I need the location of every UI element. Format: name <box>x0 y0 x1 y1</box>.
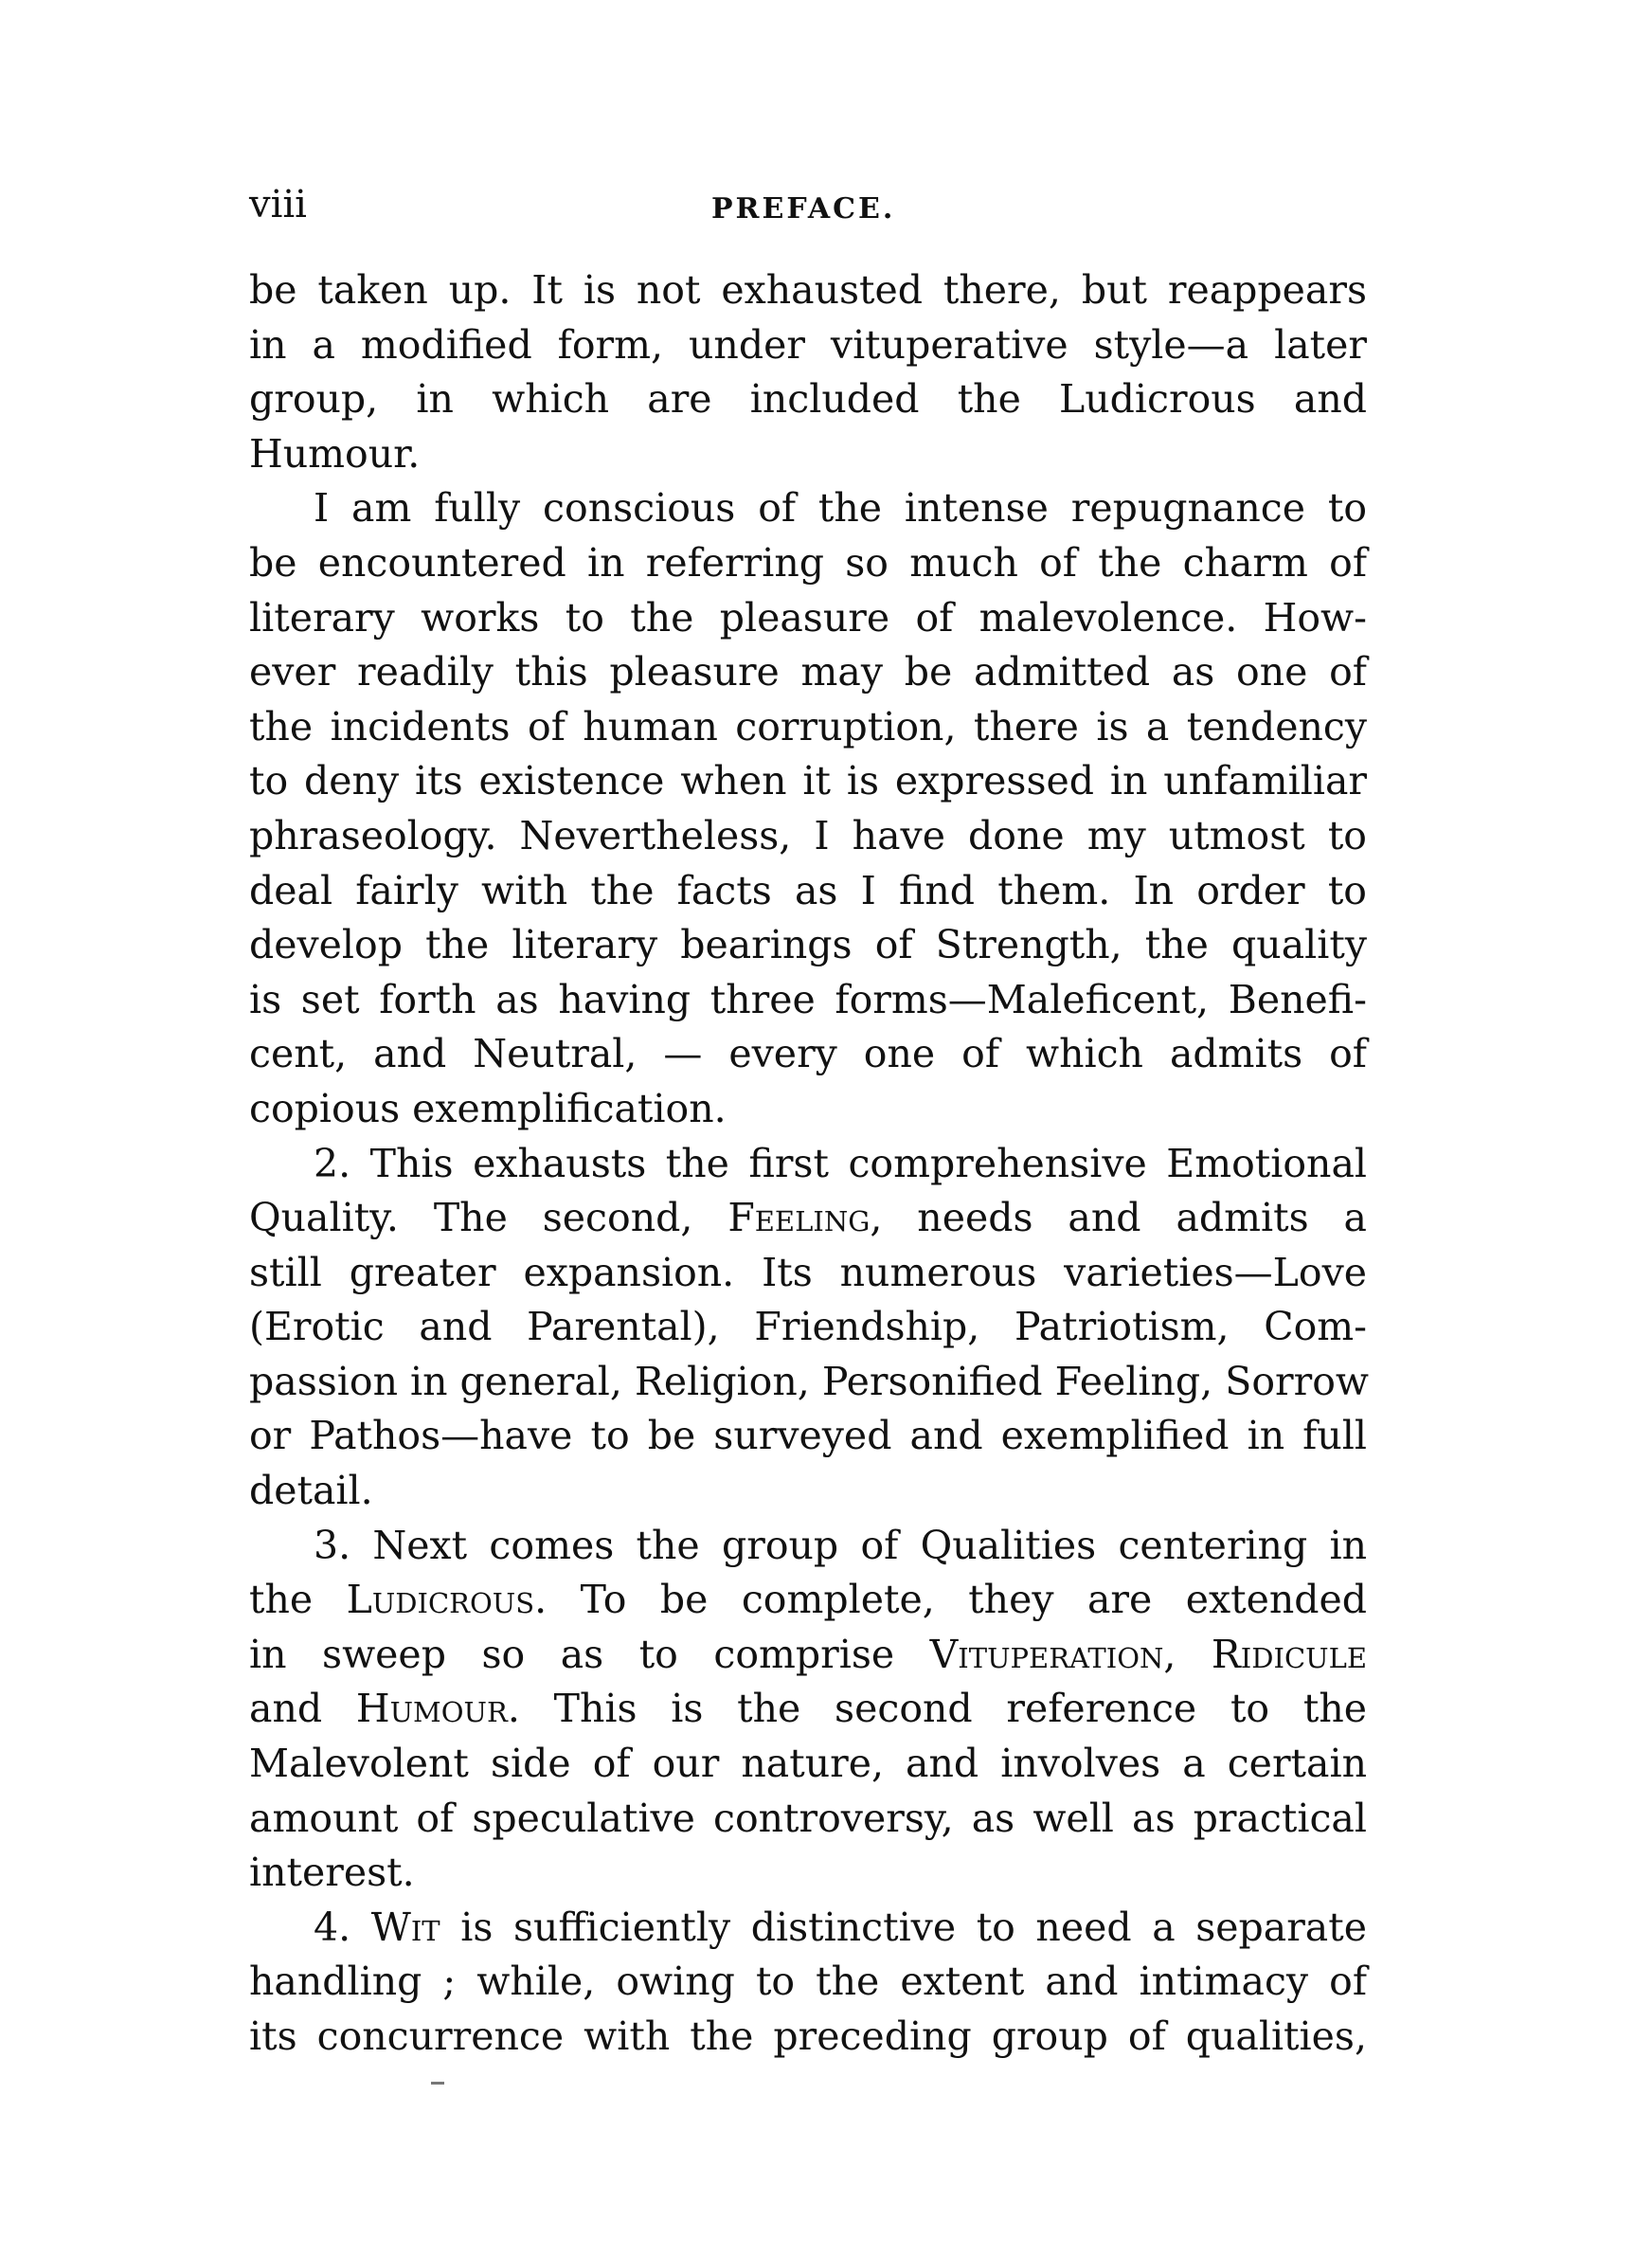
text-line <box>249 1846 1367 1901</box>
text-line: deal fairly with the facts as I find them. In order to <box>249 867 1367 913</box>
text-line <box>249 1628 1367 1683</box>
line-text: detail. <box>249 1468 373 1514</box>
small-caps-term: Humour <box>355 1686 508 1732</box>
running-title: PREFACE. <box>711 192 896 226</box>
line-text: or Pathos—have to be surveyed and exemplified in full <box>249 1413 1367 1459</box>
text-line: phraseology. Nevertheless, I have done my utmost to <box>249 812 1367 858</box>
small-caps-term: Feeling <box>727 1195 871 1241</box>
line-text: is sufficiently distinctive to need a separate <box>440 1904 1367 1950</box>
text-line: I am fully conscious of the intense repugnance to <box>314 485 1367 532</box>
text-line <box>249 1901 1367 1956</box>
line-text: in sweep so as to comprise <box>249 1631 930 1677</box>
text-line: be encountered in referring so much of the charm of <box>249 539 1367 586</box>
print-mark <box>431 2082 444 2085</box>
text-line: literary works to the pleasure of malevolence. How- <box>249 594 1367 641</box>
text-line <box>249 1300 1367 1355</box>
line-text: (Erotic and Parental), Friendship, Patriotism, Com- <box>249 1304 1367 1350</box>
line-text: its concurrence with the preceding group of qualities, <box>249 2013 1367 2059</box>
line-text: passion in general, Religion, Personified Feeling, Sorrow <box>249 1358 1369 1404</box>
line-text: 2. This exhausts the first comprehensive Emotional <box>314 1140 1367 1186</box>
line-text: , <box>1163 1631 1212 1677</box>
text-line <box>249 1191 1367 1246</box>
text-line <box>249 1682 1367 1737</box>
text-line: copious exemplification. <box>249 1085 727 1131</box>
line-text: . To be complete, they are extended <box>534 1577 1368 1623</box>
text-line <box>249 1464 1367 1519</box>
text-line: develop the literary bearings of Strength, the quality <box>249 922 1367 968</box>
text-line <box>249 1355 1367 1410</box>
text-line <box>249 1737 1367 1792</box>
small-caps-term: Ridicule <box>1211 1631 1367 1677</box>
text-line: be taken up. It is not exhausted there, but reappears <box>249 267 1367 313</box>
text-line: in a modified form, under vituperative style—a later <box>249 321 1367 368</box>
line-text: , needs and admits a <box>870 1195 1367 1241</box>
text-line <box>249 1792 1367 1847</box>
text-line <box>249 1573 1367 1628</box>
text-line <box>249 1137 1367 1192</box>
line-text: handling ; while, owing to the extent and intimacy of <box>249 1959 1367 2005</box>
text-line <box>249 1409 1367 1464</box>
line-text: and <box>249 1686 356 1732</box>
text-line: to deny its existence when it is expressed in unfamiliar <box>249 758 1367 804</box>
text-line: cent, and Neutral, — every one of which admits of <box>249 1031 1367 1077</box>
line-text: Malevolent side of our nature, and involves a certain <box>249 1741 1367 1787</box>
text-line: ever readily this pleasure may be admitted as one of <box>249 649 1367 695</box>
text-line <box>249 2010 1367 2065</box>
body-text <box>249 263 1367 2065</box>
line-text: . This is the second reference to the <box>507 1686 1367 1732</box>
text-line: is set forth as having three forms—Maleficent, Benefi- <box>249 976 1367 1022</box>
page-number: viii <box>249 183 307 226</box>
text-line: Humour. <box>249 430 421 477</box>
small-caps-term: Vituperation <box>929 1631 1164 1677</box>
text-line <box>249 1955 1367 2010</box>
text-line <box>249 1246 1367 1301</box>
line-text: 3. Next comes the group of Qualities centering in <box>314 1522 1367 1568</box>
line-text: Quality. The second, <box>249 1195 728 1241</box>
running-head <box>249 183 1367 252</box>
text-line: group, in which are included the Ludicrous and <box>249 376 1367 423</box>
small-caps-term: Ludicrous <box>346 1577 535 1623</box>
line-text: the <box>249 1577 347 1623</box>
line-text: amount of speculative controversy, as well as practical <box>249 1795 1367 1841</box>
small-caps-term: Wit <box>370 1904 440 1950</box>
text-line: the incidents of human corruption, there is a tendency <box>249 703 1367 749</box>
line-text: interest. <box>249 1850 415 1896</box>
line-text: 4. <box>314 1904 371 1950</box>
line-text: still greater expansion. Its numerous varieties—Love <box>249 1249 1367 1295</box>
text-line <box>249 1519 1367 1574</box>
